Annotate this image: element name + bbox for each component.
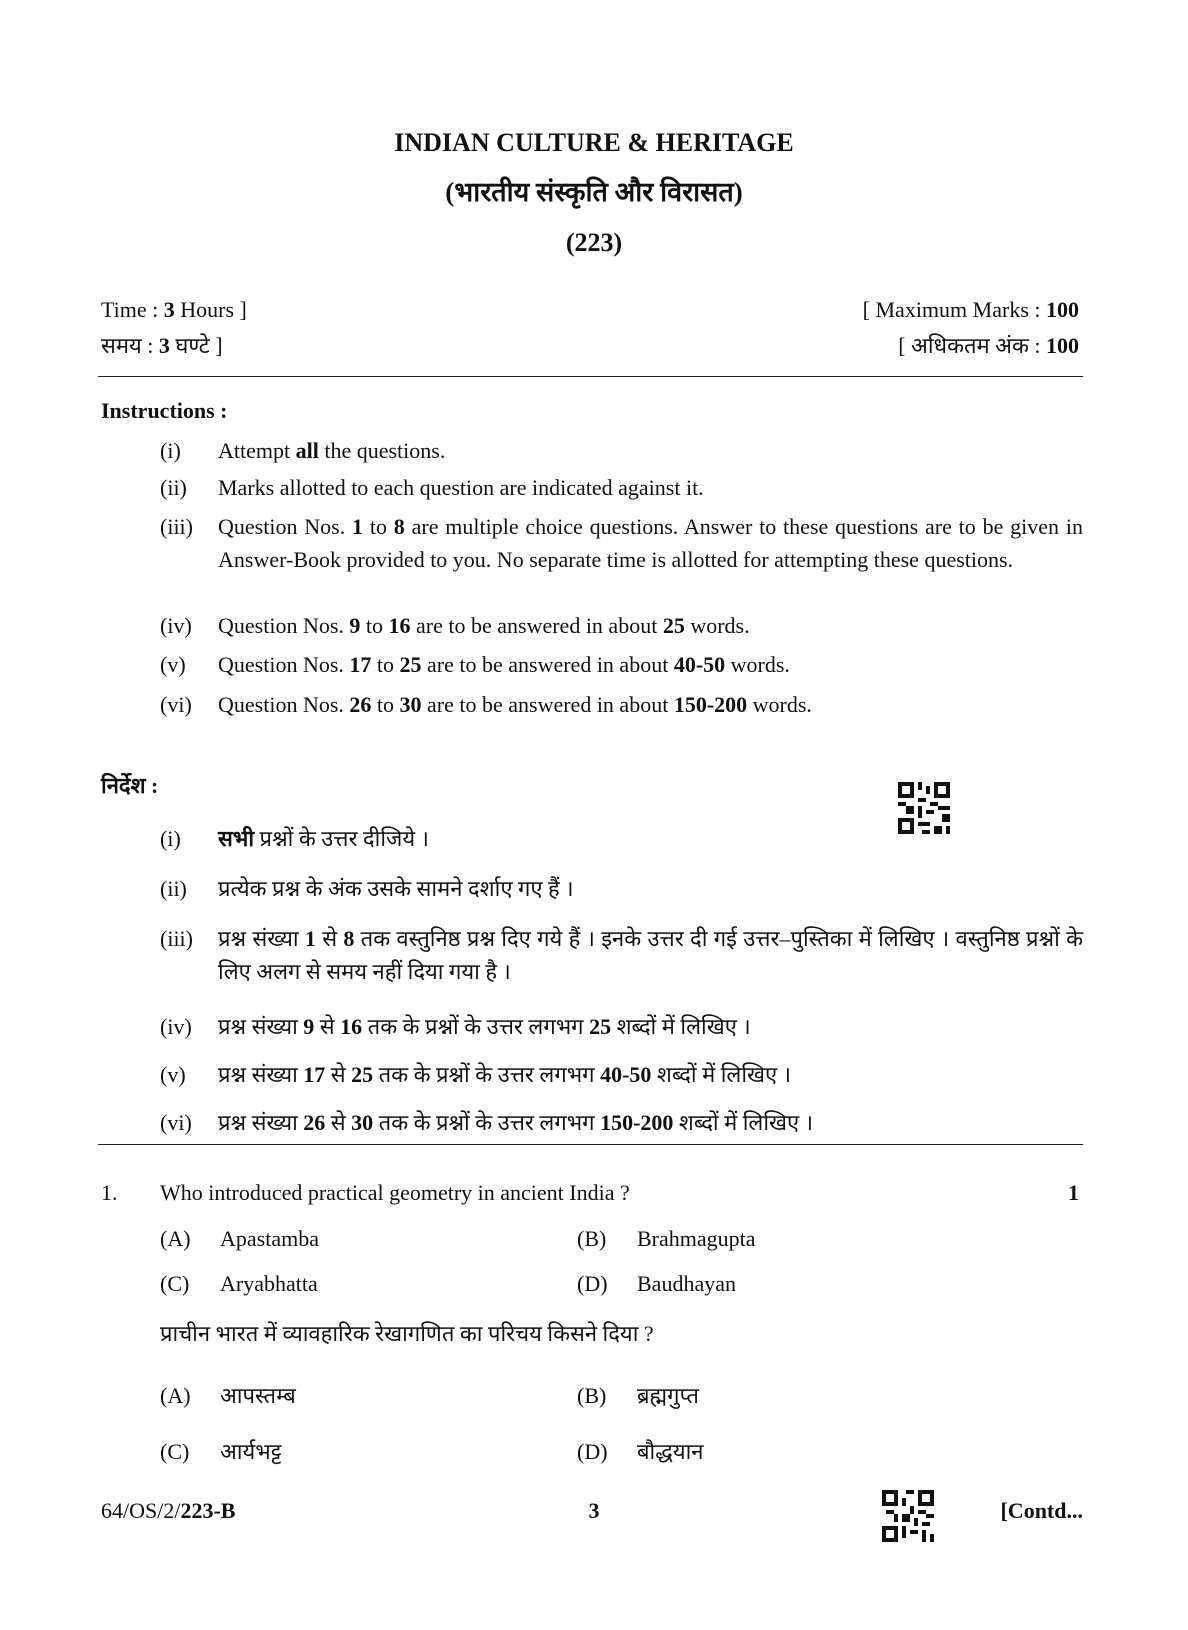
option-c-hindi: (C) आर्यभट्ट — [160, 1439, 282, 1464]
instructions-heading: Instructions : — [101, 398, 228, 423]
question-number: 1. — [101, 1180, 118, 1205]
time-hindi: समय : 3 घण्टे ] — [101, 333, 223, 358]
header-divider — [98, 376, 1083, 377]
page-number: 3 — [588, 1498, 600, 1523]
continued-label: [Contd... — [1000, 1498, 1083, 1523]
time-english: Time : 3 Hours ] — [101, 297, 247, 322]
option-d: (D) Baudhayan — [577, 1271, 736, 1296]
question-marks: 1 — [1068, 1180, 1079, 1205]
instructions-divider — [98, 1144, 1083, 1145]
paper-title-hindi: (भारतीय संस्कृति और विरासत) — [445, 177, 743, 207]
max-marks-english: [ Maximum Marks : 100 — [862, 297, 1079, 322]
instructions-heading-hindi: निर्देश : — [101, 773, 159, 798]
exam-page: INDIAN CULTURE & HERITAGE (भारतीय संस्कृति और विरासत) (223) Time : 3 Hours ] समय : 3 घण्टे ] [ Maximum Marks : 100 [ अधिकतम अंक : 100 Instructions : (i) Attempt all the questions. (ii) Marks allotted to each question are indicated against it. (iii) Question Nos. 1 to 8 are multiple choice questions. Answer to these questions are to be given in Answer-Book provided to you. No separate time is allotted for attempting these questions. (iv) Question Nos. 9 to 16 are to be answered in about 25 words. (v) Question Nos. 17 to 25 are to be answered in about 40-50 words. (vi) Question Nos. 26 to 30 are to be answered in about 150-200 words. निर्देश : (i) सभी प्रश्नों के उत्तर दीजिये । (ii) प्रत्येक प्रश्न के अंक उसके सामने दर्शाए गए हैं । (iii) प्रश्न संख्या 1 से 8 तक वस्तुनिष्ठ प्रश्न दिए गये हैं । इनके उत्तर दी गई उत्तर–पुस्तिका में लिखिए । वस्तुनिष्ठ प्रश्नों के लिए अलग से समय नहीं दिया गया है । (iv) प्रश्न संख्या 9 से 16 तक के प्रश्नों के उत्तर लगभग 25 शब्दों में लिखिए । (v) प्रश्न संख्या 17 से 25 तक के प्रश्नों के उत्तर लगभग 40-50 शब्दों में लिखिए । (vi) प्रश्न संख्या 26 से 30 तक के प्रश्नों के उत्तर लगभग 150-200 शब्दों में लिखिए । 1. Who introduced practical geometry in ancient India ? 1 (A) Apastamba (B) Brahmagupta (C) Aryabhatta (D) Baudhayan प्राचीन भारत में व्यावहारिक रेखागणित का परिचय किसने दिया ? (A) आपस्तम्ब (B) ब्रह्मगुप्त (C) आर्यभट्ट (D) बौद्धयान 64/OS/2/223-B 3 [Contd... — [0, 0, 1188, 1630]
option-c: (C) Aryabhatta — [160, 1271, 318, 1296]
option-b-hindi: (B) ब्रह्मगुप्त — [577, 1383, 699, 1408]
question-text-hindi: प्राचीन भारत में व्यावहारिक रेखागणित का परिचय किसने दिया ? — [160, 1321, 654, 1346]
option-b: (B) Brahmagupta — [577, 1226, 756, 1251]
paper-code: (223) — [565, 228, 623, 257]
paper-title-english: INDIAN CULTURE & HERITAGE — [394, 128, 794, 157]
question-text: Who introduced practical geometry in ancient India ? — [160, 1180, 630, 1205]
qr-code-icon — [882, 1490, 934, 1542]
option-d-hindi: (D) बौद्धयान — [577, 1439, 704, 1464]
paper-code-footer: 64/OS/2/223-B — [101, 1498, 236, 1523]
max-marks-hindi: [ अधिकतम अंक : 100 — [898, 333, 1079, 358]
option-a: (A) Apastamba — [160, 1226, 319, 1251]
option-a-hindi: (A) आपस्तम्ब — [160, 1383, 296, 1408]
